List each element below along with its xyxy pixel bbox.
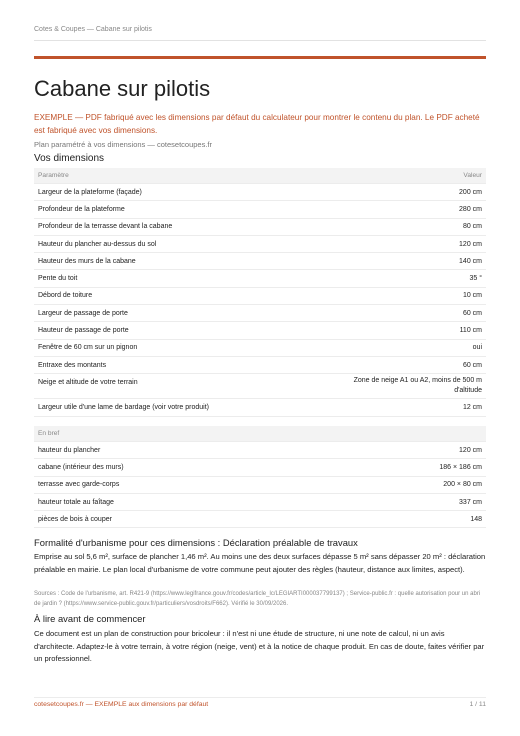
table-row	[34, 476, 486, 493]
footer-divider	[34, 697, 486, 698]
row-label: Largeur de la plateforme (façade)	[34, 184, 328, 201]
dimensions-table-wrap	[34, 168, 486, 417]
row-label: Neige et altitude de votre terrain	[34, 374, 328, 399]
table-row	[34, 184, 486, 201]
row-label: Hauteur de passage de porte	[34, 322, 328, 339]
urbanism-body: Emprise au sol 5,6 m², surface de plancher 1,46 m². Au moins une des deux surfaces dépasse 5 m² sans dépasser 20 m² : déclaration préalable en mairie. Le plan local d'urbanisme de votre commune peut ajouter des règles (hauteur, distance aux limites, aspect).	[34, 552, 486, 574]
row-value: 110 cm	[328, 322, 486, 339]
page-title: Cabane sur pilotis	[34, 76, 211, 101]
summary-table	[34, 426, 486, 528]
column-header-value: Valeur	[328, 168, 486, 184]
row-value: 148	[327, 511, 486, 528]
summary-table-wrap	[34, 426, 486, 528]
readme-body: Ce document est un plan de construction pour bricoleur : il n'est ni une étude de structure, ni une note de calcul, ni un avis d'architecte. Adaptez-le à votre terrain, à votre région (neige, vent) et à la notice de chaque produit. En cas de doute, faites vérifier par un professionnel.	[34, 629, 485, 663]
row-value: 337 cm	[327, 493, 486, 510]
table-row	[34, 399, 486, 416]
row-label: Hauteur des murs de la cabane	[34, 253, 328, 270]
row-label: hauteur du plancher	[34, 442, 327, 459]
row-value: 280 cm	[328, 201, 486, 218]
urbanism-heading: Formalité d'urbanisme pour ces dimensions : Déclaration préalable de travaux	[34, 537, 358, 548]
table-row	[34, 374, 486, 399]
row-value: 35 °	[328, 270, 486, 287]
footer-link[interactable]: cotesetcoupes.fr — EXEMPLE aux dimensions par défaut	[34, 701, 209, 708]
table-row	[34, 270, 486, 287]
table-row	[34, 442, 486, 459]
table-row	[34, 305, 486, 322]
row-value: 200 cm	[328, 184, 486, 201]
dimensions-table	[34, 168, 486, 417]
table-row	[34, 493, 486, 510]
row-label: Largeur utile d'une lame de bardage (voir votre produit)	[34, 399, 328, 416]
running-header: Cotes & Coupes — Cabane sur pilotis	[34, 26, 152, 33]
readme-heading: À lire avant de commencer	[34, 613, 146, 624]
table-row	[34, 459, 486, 476]
row-value: 120 cm	[327, 442, 486, 459]
table-row	[34, 235, 486, 252]
table-row	[34, 339, 486, 356]
row-value: oui	[328, 339, 486, 356]
table-row	[34, 201, 486, 218]
row-label: terrasse avec garde-corps	[34, 476, 327, 493]
row-label: pièces de bois à couper	[34, 511, 327, 528]
header-divider	[34, 40, 486, 41]
dimensions-heading: Vos dimensions	[34, 153, 105, 164]
urbanism-sources: Sources : Code de l'urbanisme, art. R421-9 (https://www.legifrance.gouv.fr/codes/article_lc/LEGIARTI000037799137) ; Service-public.fr : quelle autorisation pour un abri de jardin ? (https://www.service-public.gouv.fr/particuliers/vosdroits/F662). Vérifié le 30/09/2026.	[34, 591, 481, 607]
row-value: 80 cm	[328, 218, 486, 235]
plan-meta: Plan paramétré à vos dimensions — cotesetcoupes.fr	[34, 140, 213, 149]
row-label: Pente du toit	[34, 270, 328, 287]
table-row	[34, 218, 486, 235]
table-row	[34, 287, 486, 304]
example-notice: EXEMPLE — PDF fabriqué avec les dimensions par défaut du calculateur pour montrer le contenu du plan. Le PDF acheté est fabriqué avec vos dimensions.	[34, 113, 480, 135]
accent-bar	[34, 56, 486, 59]
table-row	[34, 322, 486, 339]
row-label: cabane (intérieur des murs)	[34, 459, 327, 476]
summary-header-row	[34, 426, 486, 442]
row-label: Débord de toiture	[34, 287, 328, 304]
row-label: Largeur de passage de porte	[34, 305, 328, 322]
page-number: 1 / 11	[469, 701, 486, 708]
row-value: Zone de neige A1 ou A2, moins de 500 m d'altitude	[328, 374, 486, 399]
summary-heading: En bref	[34, 426, 486, 442]
row-value: 200 × 80 cm	[327, 476, 486, 493]
row-label: Hauteur du plancher au-dessus du sol	[34, 235, 328, 252]
table-row	[34, 511, 486, 528]
row-value: 10 cm	[328, 287, 486, 304]
column-header-param: Paramètre	[34, 168, 328, 184]
row-value: 120 cm	[328, 235, 486, 252]
row-label: Fenêtre de 60 cm sur un pignon	[34, 339, 328, 356]
row-value: 186 × 186 cm	[327, 459, 486, 476]
row-value: 60 cm	[328, 305, 486, 322]
table-header-row	[34, 168, 486, 184]
row-value: 60 cm	[328, 356, 486, 373]
row-value: 12 cm	[328, 399, 486, 416]
row-label: Profondeur de la terrasse devant la cabane	[34, 218, 328, 235]
row-value: 140 cm	[328, 253, 486, 270]
table-row	[34, 253, 486, 270]
row-label: Profondeur de la plateforme	[34, 201, 328, 218]
row-label: Entraxe des montants	[34, 356, 328, 373]
table-row	[34, 356, 486, 373]
row-label: hauteur totale au faîtage	[34, 493, 327, 510]
